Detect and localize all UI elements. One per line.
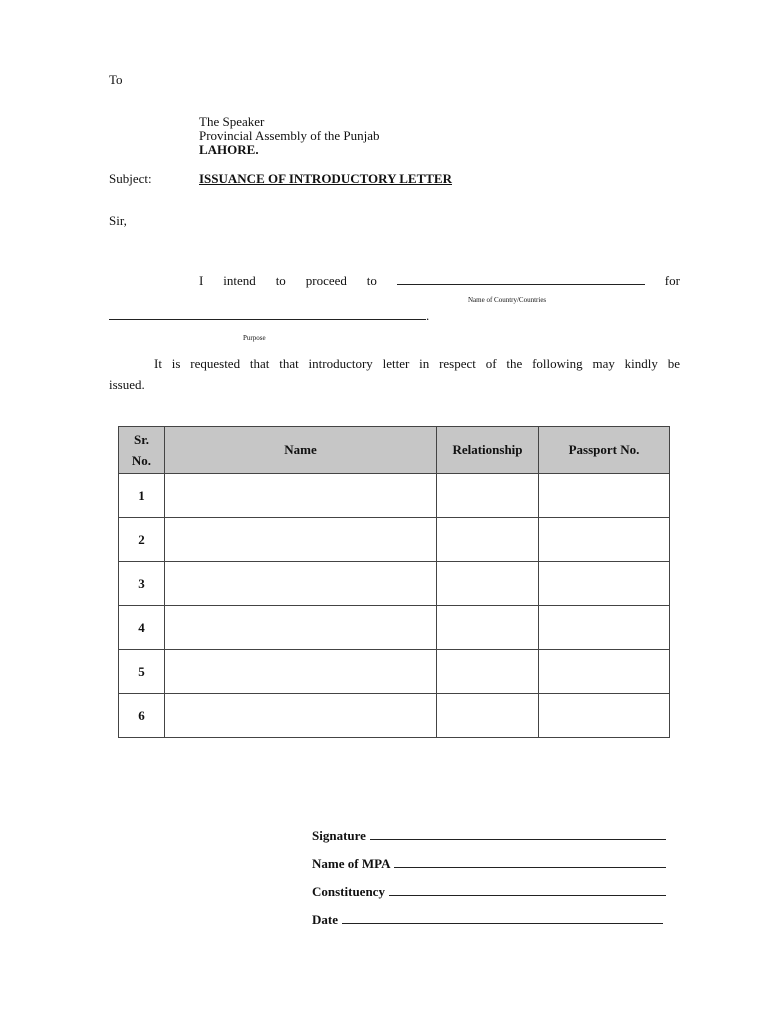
header-sr-line2: No. [131,453,152,468]
mpa-row [312,856,666,872]
relationship-cell[interactable] [437,606,539,650]
constituency-field[interactable] [389,884,666,896]
date-row [312,912,663,928]
addressee-line-1: The Speaker [199,114,265,129]
intent-word: proceed [305,273,347,288]
relationship-cell[interactable] [437,474,539,518]
signature-label: Signature [312,828,366,843]
intent-word: to [366,273,377,288]
header-relationship: Relationship [437,427,539,474]
mpa-label: Name of MPA [312,856,391,871]
request-line-1: It is requested that that introductory letter in respect of the following may kindly be [154,356,680,371]
purpose-period: . [426,308,430,323]
name-cell[interactable] [165,650,437,694]
passport-cell[interactable] [539,650,670,694]
intent-word: I [199,273,204,288]
name-cell[interactable] [165,518,437,562]
members-table [118,426,670,738]
passport-cell[interactable] [539,518,670,562]
intent-word-for: for [664,273,680,288]
table-row [119,474,670,518]
subject-label: Subject: [109,171,152,186]
purpose-line [109,308,429,324]
constituency-label: Constituency [312,884,385,899]
signature-field[interactable] [370,828,666,840]
table-row [119,562,670,606]
header-passport-no: Passport No. [539,427,670,474]
salutation: Sir, [109,213,127,228]
passport-cell[interactable] [539,606,670,650]
header-sr-no [119,427,165,474]
mpa-field[interactable] [394,856,666,868]
row-number: 1 [119,474,165,518]
table-row [119,518,670,562]
row-number: 3 [119,562,165,606]
country-caption: Name of Country/Countries [468,296,547,304]
name-cell[interactable] [165,694,437,738]
table-row [119,650,670,694]
table-header-row [119,427,670,474]
date-field[interactable] [342,912,663,924]
purpose-caption: Purpose [243,334,266,342]
addressee-line-2: Provincial Assembly of the Punjab [199,128,380,143]
table-row [119,694,670,738]
row-number: 5 [119,650,165,694]
country-blank[interactable] [397,273,645,285]
passport-cell[interactable] [539,694,670,738]
passport-cell[interactable] [539,474,670,518]
intent-line [199,273,680,289]
subject-text: ISSUANCE OF INTRODUCTORY LETTER [199,171,452,186]
name-cell[interactable] [165,606,437,650]
intent-word: intend [223,273,256,288]
name-cell[interactable] [165,474,437,518]
relationship-cell[interactable] [437,694,539,738]
table-row [119,606,670,650]
relationship-cell[interactable] [437,518,539,562]
row-number: 2 [119,518,165,562]
purpose-blank[interactable] [109,308,426,320]
to-label: To [109,72,123,87]
constituency-row [312,884,666,900]
row-number: 6 [119,694,165,738]
name-cell[interactable] [165,562,437,606]
relationship-cell[interactable] [437,562,539,606]
signature-row [312,828,666,844]
row-number: 4 [119,606,165,650]
relationship-cell[interactable] [437,650,539,694]
passport-cell[interactable] [539,562,670,606]
request-line-2: issued. [109,377,145,392]
addressee-line-3: LAHORE. [199,142,259,157]
header-sr-line1: Sr. [133,432,150,447]
header-name: Name [165,427,437,474]
intent-word: to [275,273,286,288]
date-label: Date [312,912,338,927]
